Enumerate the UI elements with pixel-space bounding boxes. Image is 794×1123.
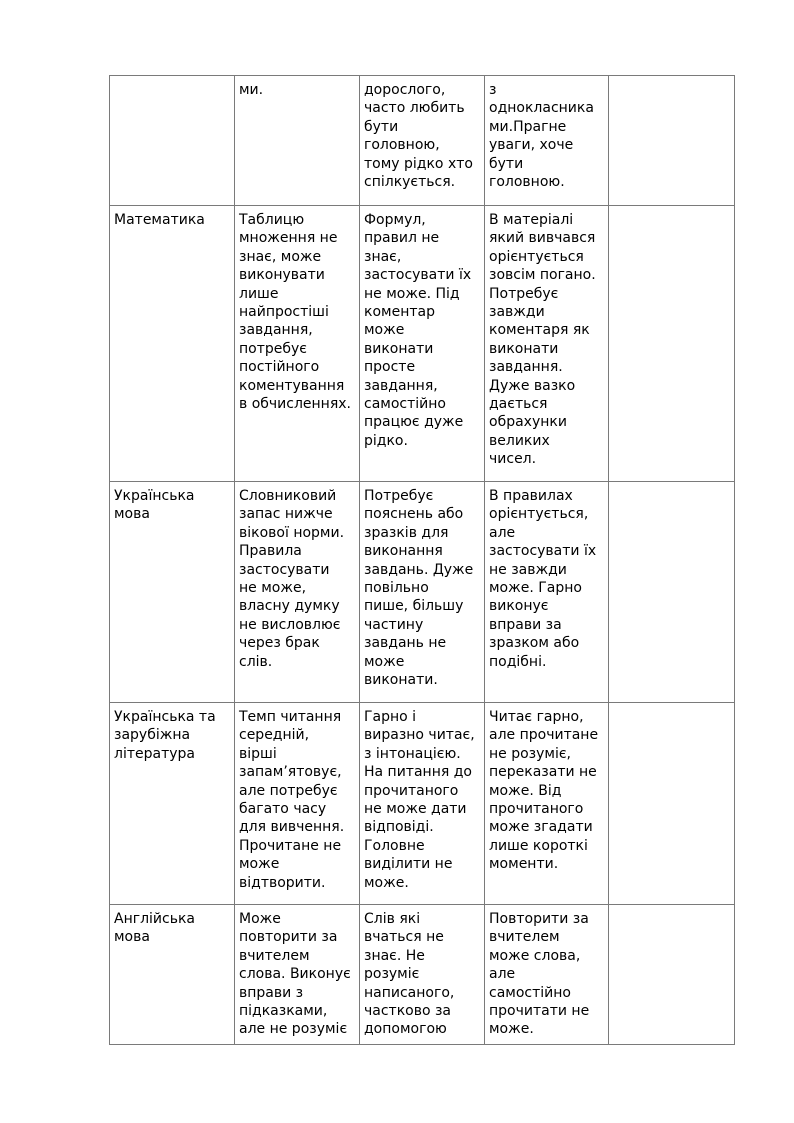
table-row <box>110 905 735 1045</box>
level-text-1: Словниковий запас нижче вікової норми. Правила застосувати не може, власну думку не висловлює через брак слів. <box>239 488 345 670</box>
notes-cell <box>609 482 735 703</box>
level-cell-3 <box>485 905 609 1045</box>
subject-cell <box>110 703 235 905</box>
level-cell-2 <box>360 206 485 482</box>
level-cell-1 <box>235 76 360 206</box>
level-text-2: Слів які вчаться не знає. Не розуміє написаного, частково за допомогою <box>364 911 455 1038</box>
table-row <box>110 206 735 482</box>
subject-text: Українська мова <box>114 488 195 523</box>
level-cell-2 <box>360 703 485 905</box>
subject-text: Українська та зарубіжна література <box>114 709 216 762</box>
level-text-2: Гарно і виразно читає, з інтонацією. На питання до прочитаного не може дати відповіді. Головне виділити не може. <box>364 709 475 891</box>
subject-cell <box>110 482 235 703</box>
assessment-table <box>109 75 735 1045</box>
table-row <box>110 703 735 905</box>
level-text-1: Таблицю множення не знає, може виконувати лише найпростіші завдання, потребує постійного коментування в обчисленнях. <box>239 212 351 413</box>
level-cell-1 <box>235 905 360 1045</box>
level-text-3: Читає гарно, але прочитане не розуміє, переказати не може. Від прочитаного може згадати лише короткі моменти. <box>489 709 599 873</box>
notes-cell <box>609 905 735 1045</box>
level-cell-2 <box>360 76 485 206</box>
subject-cell <box>110 206 235 482</box>
notes-cell <box>609 703 735 905</box>
level-text-2: Формул, правил не знає, застосувати їх не може. Під коментар може виконати просте завдання, самостійно працює дуже рідко. <box>364 212 472 449</box>
table-row <box>110 76 735 206</box>
level-text-2: Потребує пояснень або зразків для виконання завдань. Дуже повільно пише, більшу частину завдань не може виконати. <box>364 488 474 689</box>
level-cell-2 <box>360 482 485 703</box>
subject-cell <box>110 76 235 206</box>
subject-text: Англійська мова <box>114 911 196 946</box>
level-text-1: ми. <box>239 82 264 98</box>
notes-cell <box>609 76 735 206</box>
level-text-3: з однокласника ми.Прагне уваги, хоче бути головною. <box>489 82 594 191</box>
level-cell-3 <box>485 76 609 206</box>
level-text-3: В матеріалі який вивчався орієнтується зовсім погано. Потребує завжди коментаря як виконати завдання. Дуже вазко дається обрахунки великих чисел. <box>489 212 596 468</box>
level-text-2: дорослого, часто любить бути головною, тому рідко хто спілкується. <box>364 82 473 191</box>
level-text-3: Повторити за вчителем може слова, але самостійно прочитати не може. <box>489 911 590 1038</box>
level-text-1: Може повторити за вчителем слова. Виконує вправи з підказками, але не розуміє <box>239 911 351 1038</box>
table-row <box>110 482 735 703</box>
level-text-3: В правилах орієнтується, але застосувати їх не завжди може. Гарно виконує вправи за зразком або подібні. <box>489 488 597 670</box>
level-cell-3 <box>485 703 609 905</box>
subject-text: Математика <box>114 212 205 228</box>
level-cell-3 <box>485 482 609 703</box>
level-cell-1 <box>235 703 360 905</box>
subject-cell <box>110 905 235 1045</box>
level-cell-1 <box>235 482 360 703</box>
level-cell-2 <box>360 905 485 1045</box>
notes-cell <box>609 206 735 482</box>
level-text-1: Темп читання середній, вірші запам’ятовує, але потребує багато часу для вивчення. Прочитане не може відтворити. <box>239 709 345 891</box>
level-cell-3 <box>485 206 609 482</box>
level-cell-1 <box>235 206 360 482</box>
